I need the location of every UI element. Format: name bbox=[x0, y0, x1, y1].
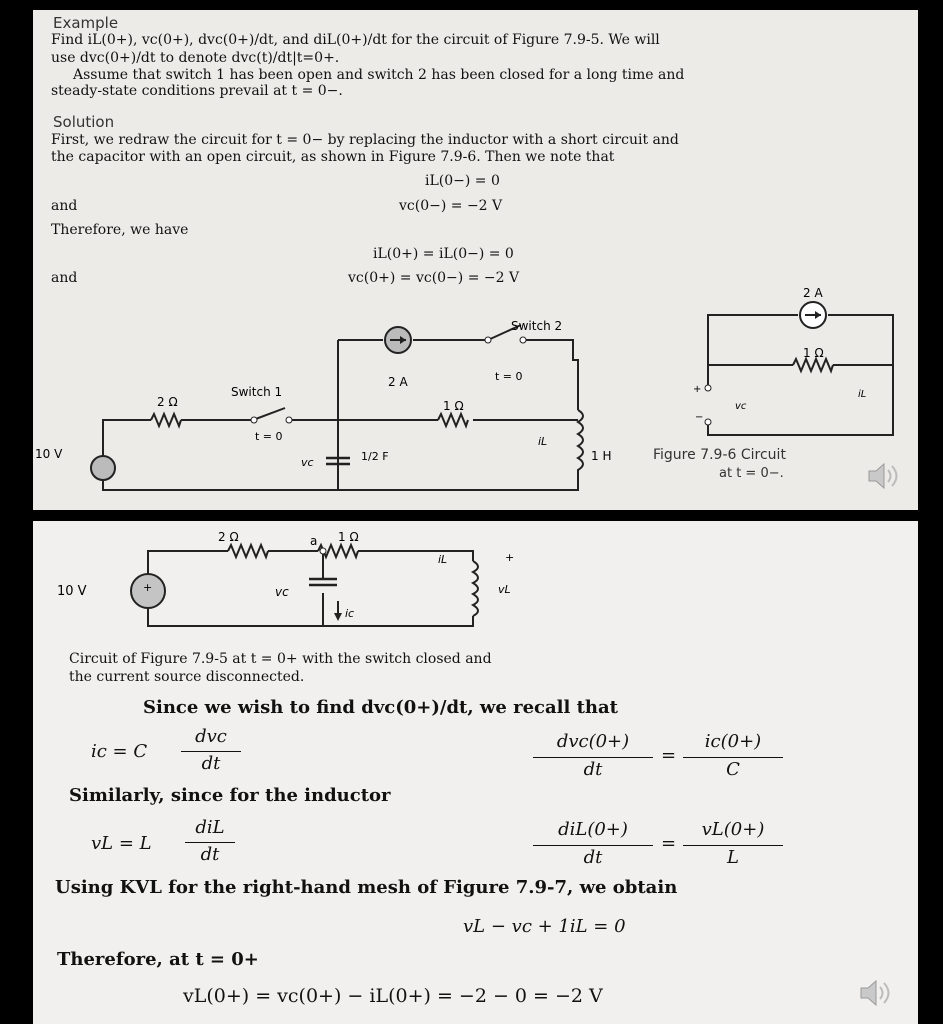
voltage-source bbox=[91, 456, 115, 480]
fraction-bar bbox=[533, 845, 653, 846]
bottom-page-panel bbox=[33, 521, 918, 1024]
svg-text:−: − bbox=[695, 412, 704, 423]
solution-heading: Solution bbox=[53, 113, 115, 131]
fraction-denominator: L bbox=[727, 847, 739, 868]
r2-label: 1 Ω bbox=[338, 530, 359, 544]
figure-7-9-6-caption: Figure 7.9-6 Circuit bbox=[653, 447, 786, 463]
current-source-label: 2 A bbox=[803, 286, 823, 300]
r1-label: 2 Ω bbox=[218, 530, 239, 544]
fraction-numerator: dvc bbox=[195, 726, 227, 747]
resistor-2ohm bbox=[228, 545, 268, 557]
fraction-numerator: diL bbox=[195, 817, 225, 838]
problem-text: Assume that switch 1 has been open and switch 2 has been closed for a long time and bbox=[73, 67, 685, 83]
kvl-text: Using KVL for the right-hand mesh of Figure 7.9-7, we obtain bbox=[55, 877, 678, 898]
svg-text:+: + bbox=[505, 551, 515, 564]
fraction-bar bbox=[683, 845, 783, 846]
inductor-label: 1 H bbox=[591, 449, 612, 463]
final-equation: vL(0+) = vc(0+) − iL(0+) = −2 − 0 = −2 V bbox=[183, 985, 603, 1007]
switch-2-time: t = 0 bbox=[495, 370, 523, 383]
resistor-2ohm bbox=[151, 414, 181, 426]
switch-1-label: Switch 1 bbox=[231, 385, 283, 399]
fraction-denominator: dt bbox=[201, 753, 221, 774]
fraction-numerator: vL(0+) bbox=[701, 819, 765, 840]
fraction-bar bbox=[533, 757, 653, 758]
problem-text: steady-state conditions prevail at t = 0−. bbox=[51, 83, 343, 99]
vc-label: vc bbox=[275, 585, 289, 599]
circuit-figure-7-9-7 bbox=[53, 521, 533, 641]
voltage-source-label: 10 V bbox=[57, 584, 87, 599]
switch-1-time: t = 0 bbox=[255, 430, 283, 443]
problem-text: Find iL(0+), vc(0+), dvc(0+)/dt, and diL(0+)/dt for the circuit of Figure 7.9-5. We will bbox=[51, 32, 660, 48]
voltage-source-label: 10 V bbox=[35, 447, 63, 461]
vl-equation-lhs: vL = L bbox=[91, 833, 152, 854]
therefore-text: Therefore, at t = 0+ bbox=[57, 949, 259, 970]
speaker-icon[interactable] bbox=[863, 456, 903, 496]
current-source-label: 2 A bbox=[388, 375, 408, 389]
resistor-1ohm bbox=[438, 414, 468, 426]
solution-text: First, we redraw the circuit for t = 0− by replacing the inductor with a short circuit and bbox=[51, 132, 679, 148]
fraction-bar bbox=[181, 751, 241, 752]
vl-label: vL bbox=[498, 583, 511, 596]
equals-sign: = bbox=[661, 833, 677, 854]
il-label: iL bbox=[538, 435, 548, 448]
word-and: and bbox=[51, 198, 78, 214]
figure-7-9-7-caption: Circuit of Figure 7.9-5 at t = 0+ with the switch closed and bbox=[69, 651, 492, 667]
r2-label: 1 Ω bbox=[443, 399, 464, 413]
ic-equation-lhs: ic = C bbox=[91, 741, 148, 762]
equation-vc-minus: vc(0−) = −2 V bbox=[399, 198, 503, 214]
similarly-text: Similarly, since for the inductor bbox=[69, 785, 391, 806]
top-page-panel bbox=[33, 10, 918, 510]
node-a-label: a bbox=[310, 534, 318, 548]
solution-text: the capacitor with an open circuit, as shown in Figure 7.9-6. Then we note that bbox=[51, 149, 615, 165]
since-text: Since we wish to find dvc(0+)/dt, we recall that bbox=[143, 697, 618, 718]
speaker-icon[interactable] bbox=[855, 973, 895, 1013]
vc-label: vc bbox=[735, 401, 747, 412]
resistor-label: 1 Ω bbox=[803, 346, 824, 360]
equation-il-plus: iL(0+) = iL(0−) = 0 bbox=[373, 246, 514, 262]
fraction-numerator: diL(0+) bbox=[558, 819, 628, 840]
equation-il-minus: iL(0−) = 0 bbox=[425, 173, 500, 189]
kvl-equation: vL − vc + 1iL = 0 bbox=[463, 916, 626, 937]
resistor-1ohm bbox=[793, 359, 833, 371]
word-and: and bbox=[51, 270, 78, 286]
vc-label: vc bbox=[301, 456, 314, 469]
fraction-numerator: dvc(0+) bbox=[556, 731, 630, 752]
capacitor-label: 1/2 F bbox=[361, 450, 389, 463]
fraction-denominator: dt bbox=[583, 759, 603, 780]
fraction-bar bbox=[185, 842, 235, 843]
figure-7-9-7-caption: the current source disconnected. bbox=[69, 669, 305, 685]
inductor bbox=[578, 410, 583, 475]
example-heading: Example bbox=[53, 14, 119, 32]
problem-text: use dvc(0+)/dt to denote dvc(t)/dt|t=0+. bbox=[51, 50, 340, 66]
inductor bbox=[473, 561, 478, 616]
fraction-denominator: dt bbox=[200, 844, 220, 865]
switch-2-label: Switch 2 bbox=[511, 319, 563, 333]
il-label: iL bbox=[438, 553, 448, 566]
therefore-text: Therefore, we have bbox=[51, 222, 189, 238]
svg-text:+: + bbox=[693, 384, 702, 395]
ic-label: ic bbox=[345, 607, 355, 620]
equals-sign: = bbox=[661, 745, 677, 766]
figure-7-9-6-caption: at t = 0−. bbox=[719, 466, 784, 481]
equation-vc-plus: vc(0+) = vc(0−) = −2 V bbox=[348, 270, 520, 286]
circuit-figure-7-9-5 bbox=[33, 300, 653, 500]
fraction-denominator: C bbox=[726, 759, 740, 780]
svg-text:+: + bbox=[143, 581, 153, 594]
fraction-bar bbox=[683, 757, 783, 758]
il-label: iL bbox=[858, 389, 867, 400]
fraction-denominator: dt bbox=[583, 847, 603, 868]
r1-label: 2 Ω bbox=[157, 395, 178, 409]
fraction-numerator: ic(0+) bbox=[704, 731, 762, 752]
